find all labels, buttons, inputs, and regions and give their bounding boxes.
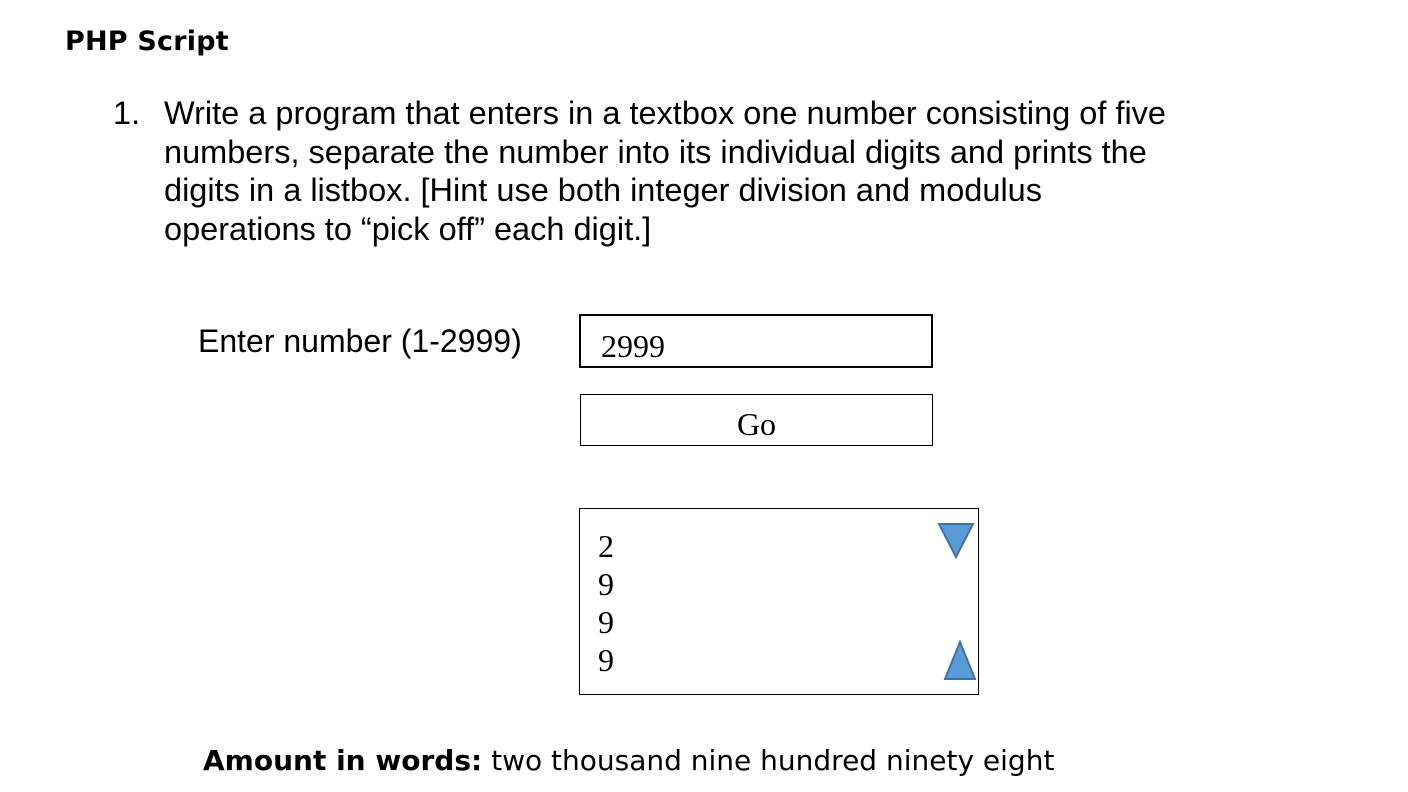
- list-item[interactable]: 9: [598, 604, 614, 640]
- triangle-down-shape: [939, 524, 973, 557]
- triangle-up-shape: [945, 642, 975, 679]
- listbox-items: [598, 527, 614, 679]
- amount-value: two thousand nine hundred ninety eight: [491, 744, 1055, 777]
- task-line: digits in a listbox. [Hint use both integer division and modulus: [164, 172, 1042, 208]
- page-heading: PHP Script: [65, 26, 229, 57]
- triangle-down-icon[interactable]: [937, 521, 975, 559]
- go-button[interactable]: Go: [580, 394, 933, 446]
- number-input[interactable]: 2999: [579, 314, 933, 368]
- task-text: [164, 94, 1233, 248]
- amount-in-words: [203, 744, 1054, 777]
- task-item: [113, 94, 1233, 248]
- number-input-label: Enter number (1-2999): [198, 323, 522, 359]
- task-line: Write a program that enters in a textbox one number consisting of five: [164, 95, 1166, 131]
- task-line: operations to “pick off” each digit.]: [164, 210, 652, 247]
- amount-label: Amount in words:: [203, 744, 483, 777]
- triangle-up-icon[interactable]: [943, 640, 977, 682]
- task-number: 1.: [113, 95, 141, 131]
- list-item[interactable]: 2: [598, 528, 614, 564]
- list-item[interactable]: 9: [598, 566, 614, 602]
- digits-listbox[interactable]: [579, 508, 979, 695]
- list-item[interactable]: 9: [598, 642, 614, 678]
- task-line: numbers, separate the number into its individual digits and prints the: [164, 133, 1147, 170]
